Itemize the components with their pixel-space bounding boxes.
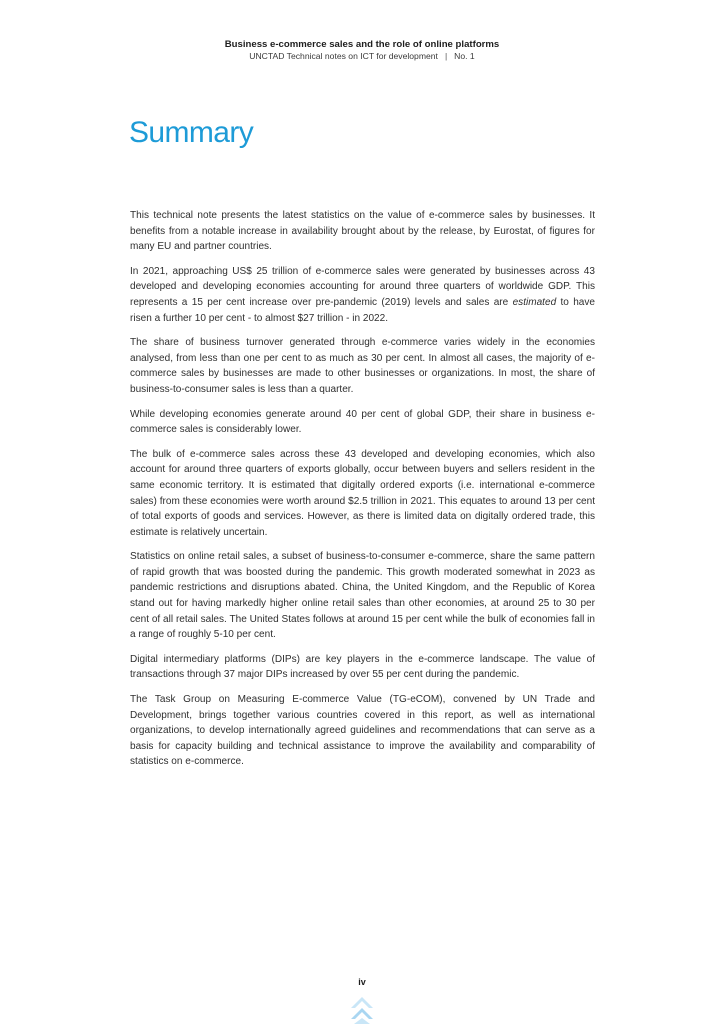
paragraph: The Task Group on Measuring E-commerce Value (TG-eCOM), convened by UN Trade and Development, brings together various countries covered in this report, as well as international organizations, to develop internationally agreed guidelines and recommendations that can serve as a basis for capacity building and technical assistance to improve the availability and comparability of statistics on e-commerce. (130, 694, 595, 768)
series-separator: | (444, 51, 448, 61)
double-chevron-up-icon (350, 996, 374, 1024)
series-name: UNCTAD Technical notes on ICT for development (249, 51, 438, 61)
paragraph-text: to have risen a further 10 per cent - to almost $27 trillion - in 2022. (130, 296, 596, 324)
paragraph: Digital intermediary platforms (DIPs) are key players in the e-commerce landscape. The value of transactions through 37 major DIPs increased by over 55 per cent during the pandemic. (130, 653, 595, 681)
paragraph-text: In 2021, approaching US$ 25 trillion of e-commerce sales were generated by businesses across 43 developed and developing economies accounting for around three quarters of worldwide GDP. This represents a 15 per cent increase over pre-pandemic (2019) levels and sales are (130, 265, 595, 308)
series-line (0, 51, 724, 62)
chevron-lower-shape (351, 1008, 373, 1019)
page-number: iv (358, 977, 366, 987)
running-header (0, 39, 724, 62)
page-title: Summary (129, 116, 254, 149)
paragraph: This technical note presents the latest statistics on the value of e-commerce sales by businesses. It benefits from a notable increase in availability brought about by the release, by Eurostat, of figures for many EU and partner countries. (130, 210, 595, 253)
paragraph (130, 264, 595, 326)
paragraph: While developing economies generate around 40 per cent of global GDP, their share in business e-commerce sales is considerably lower. (130, 408, 595, 436)
summary-body (130, 208, 595, 779)
paragraph-emphasis: estimated (512, 296, 557, 308)
paragraph: The share of business turnover generated through e-commerce varies widely in the economies analysed, from less than one per cent to as much as 30 per cent. In almost all cases, the majority of e-commerce sales by businesses are made to other businesses or organizations. In most, the share of business-to-consumer sales is less than a quarter. (130, 337, 595, 395)
series-number: No. 1 (454, 51, 475, 61)
paragraph: Statistics on online retail sales, a subset of business-to-consumer e-commerce, share the same pattern of rapid growth that was boosted during the pandemic. This growth moderated somewhat in 2023 as pandemic restrictions and disruptions abated. China, the United Kingdom, and the Republic of Korea stand out for having markedly higher online retail sales than other economies, at around 25 to 30 per cent of all retail sales. The United States follows at around 15 per cent while the bulk of economies fall in a range of roughly 5-10 per cent. (130, 551, 595, 641)
paragraph: The bulk of e-commerce sales across these 43 developed and developing economies, which also account for around three quarters of exports globally, occur between buyers and sellers resident in the same economic territory. It is estimated that digitally ordered exports (i.e. international e-commerce sales) from these economies were worth around $2.5 trillion in 2021. This equates to around 13 per cent of total exports of goods and services. However, as there is limited data on digitally ordered trade, this estimate is relatively uncertain. (130, 448, 595, 538)
chevron-upper-shape (351, 997, 373, 1008)
report-title: Business e-commerce sales and the role of online platforms (224, 39, 500, 50)
chevron-base-shape (354, 1018, 370, 1024)
